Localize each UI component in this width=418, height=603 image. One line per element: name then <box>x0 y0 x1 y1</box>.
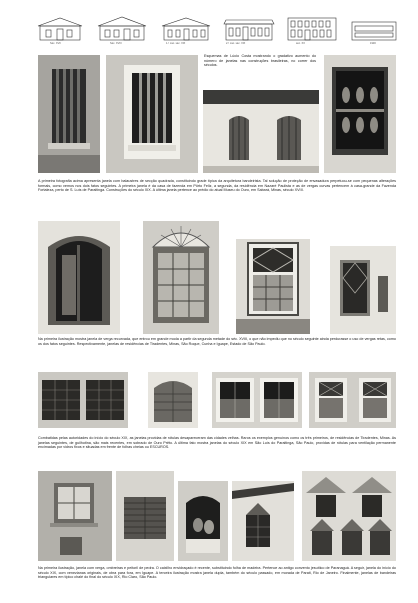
photo-sash-windows <box>212 372 302 428</box>
photo-lattice-windows <box>38 372 128 428</box>
sketch-label-3: 1.ª met. séc. XIX <box>166 42 186 45</box>
caption-row3: Combatidas pelas autoridades do início do século XIX, as janelas providas de rótulas desapareceram das cidades velhas. Raros os exemplos genuínos como os três primeiros, de residências de Tiradentes, Minas. As janelas seguintes, de guilhotina, são mais recentes, em sobrado de Ouro Prêto. A última fato mostra janelas do século XIX em São Luís do Paraitinga, São Paulo, providas de rótulas para ventilação permanente encimadas por vidros fixos e situadas em frente de folhas cheias ou ESCUROS. <box>38 436 396 450</box>
sketch-label-1: Séc. XVII <box>50 42 61 45</box>
photo-venetian-window <box>116 471 174 561</box>
photo-turned-balusters-window <box>324 55 396 173</box>
caption-row4: Na primeira ilustração, janela com verga, ombreiras e peitoril de pedra. O caixilho envidraçado é recente, substituindo folha de madeira. Pertence ao antigo convento jesuítico de Paranaguá. A seguir, janela do início do século XIX, com venezianas originais, de obra para fora, em Iguape. A terceira ilustração mostra janela dupla, também do século passado, em morada de Parati, Rio de Janeiro. Finalmente, janelas de bandeiras triangulares em típico chalé do final do século XIX, Rio Claro, São Paulo. <box>38 566 396 580</box>
photo-ventilated-windows <box>309 372 396 428</box>
sketch-label-4: 2.ª met. séc. XIX <box>226 42 246 45</box>
sketch-label-5: séc. XX <box>296 42 305 45</box>
photo-double-window <box>178 481 228 561</box>
photo-fanlight-window <box>143 221 219 334</box>
photo-barred-window <box>106 55 198 173</box>
photo-curved-shutter-window <box>148 372 198 428</box>
facade-sketches <box>36 14 398 44</box>
caption-top: Esquemas de Lúcio Costa mostrando o gradativo aumento do número de janelas nas construções brasileiras, no correr dos séculos. <box>204 54 316 68</box>
photo-curved-lintel-window <box>38 221 120 334</box>
photo-curved-lintel-windows <box>203 90 319 173</box>
facade-sketches-drawing <box>36 14 398 44</box>
photo-diamond-pane-window <box>236 239 310 334</box>
sketch-label-2: Séc. XVIII <box>110 42 122 45</box>
photo-triangular-transom-windows <box>232 481 294 561</box>
photo-chalet-facade <box>302 471 396 561</box>
sketch-label-6: 1930 <box>370 42 376 45</box>
photo-facade-window <box>330 246 396 334</box>
caption-row2: Na primeira ilustração mostra janela de verga recurvada, que entrou em grande moda a partir da segunda metade do séc. XVIII, o que não impediu que no século seguinte ainda perdurasse o uso de vergas retas, como os dos fatos seguintes. Respectivamente, janelas de residências de Tiradentes, Minas, São Roque, Cunha e Iguape, Estado de São Paulo. <box>38 337 396 346</box>
photo-balustrade-window <box>38 55 100 173</box>
caption-row1: A primeira fotografia acima apresenta janela com balaustres de secção quadrada, constituindo grade típica da arquitetura bandeirista. Tal solução de proteção de envasadura perpetuou-se com pequenas alterações formais, como vemos nos dois fatos seguintes. A primeira janela é da casa de fazenda em Pôrto Feliz, a segunda, da residência em Nazaré Paulista e as de vergas curvas pertencem à casa-grande da Fazenda Fortaleza, perto de S. Luís de Paraitinga. Construções do século XIX. A última janela pertence ao prédio do atual Museu do Ouro, em Sabará, Minas, século XVIII. <box>38 179 396 193</box>
photo-stone-frame-window <box>38 471 112 561</box>
